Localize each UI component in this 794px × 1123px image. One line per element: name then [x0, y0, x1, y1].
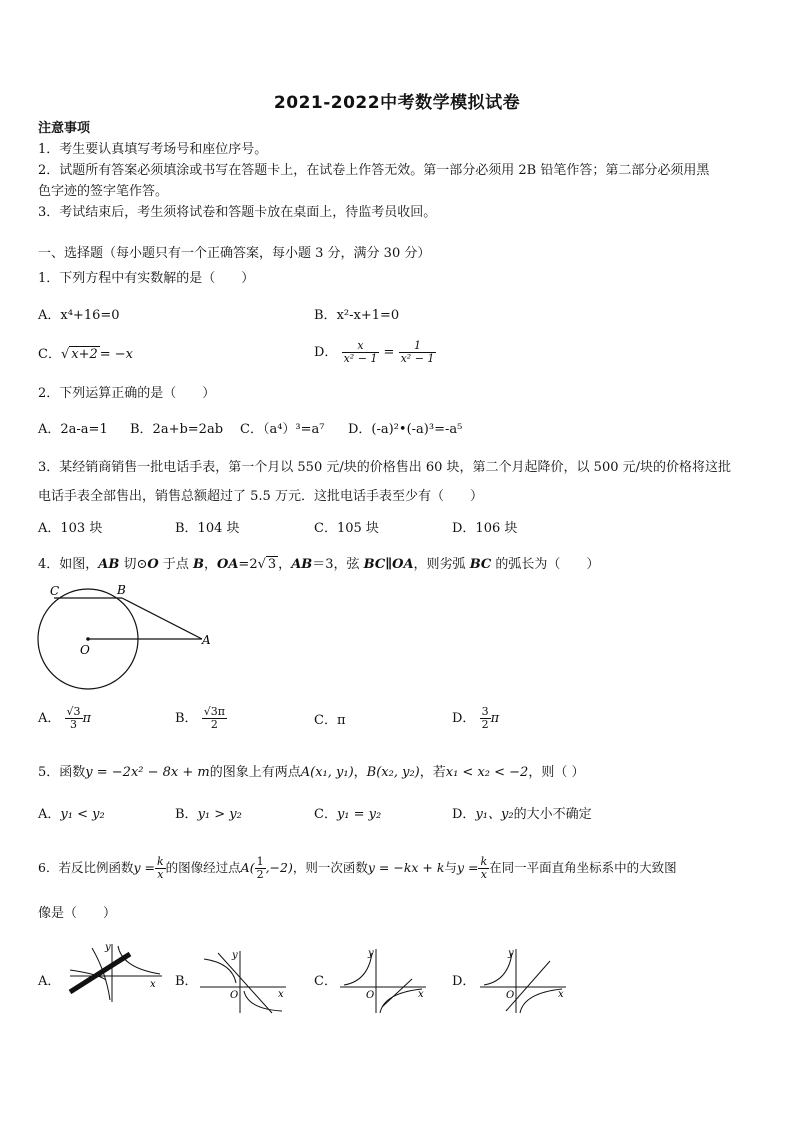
q5-c-label: C． — [314, 807, 337, 822]
q4-stem: 4．如图，AB 切⊙O 于点 B，OA=2√ 3 ，AB＝3，弦 BC∥OA，则劣弧 BC 的弧长为（ ） — [38, 557, 600, 572]
q4-stem-d: O — [147, 557, 159, 572]
q4-b-frac — [202, 706, 227, 731]
q4-stem-b: AB — [98, 557, 120, 572]
q6-graph-d — [476, 945, 571, 1015]
q5-condition: x₁ < x₂ < −2 — [445, 765, 529, 780]
q6-d-y-label: y — [508, 948, 514, 959]
q6-k-2: k — [480, 855, 488, 868]
q6-c-y-label: y — [368, 948, 374, 959]
q6-option-d-label: D． — [452, 974, 476, 989]
q5-stem-c: ， — [353, 765, 367, 780]
q4-b-num: √3π — [203, 705, 225, 718]
q2-option-c: C．（a⁴）³=a⁷ — [240, 422, 325, 437]
q1-stem: 1．下列方程中有实数解的是（ ） — [38, 271, 255, 286]
q2-option-d: D．(-a)²•(-a)³=-a⁵ — [348, 422, 463, 437]
q6-graph-a — [62, 940, 167, 1005]
q1-c-radicand: x+2 — [71, 347, 98, 362]
q1-option-d — [314, 340, 436, 365]
q6-a-x-label: x — [150, 979, 156, 990]
q4-stem-a: 4．如图， — [38, 557, 99, 572]
q4-d-label: D． — [452, 711, 476, 726]
q6-stem-c: ，则一次函数 — [292, 860, 368, 875]
q5-a-label: A． — [38, 807, 61, 822]
q2-option-a: A．2a-a=1 — [38, 422, 108, 437]
q6-b-x-label: x — [278, 989, 284, 1000]
q1-b-label: B． — [314, 308, 337, 323]
notice-item-1: 1．考生要认真填写考场号和座位序号。 — [38, 142, 268, 157]
q6-a-heavy-line — [70, 954, 130, 992]
q5-c-math: y₁ = y₂ — [336, 807, 382, 822]
q4-stem-q: 的弧长为（ ） — [491, 557, 600, 572]
q6-k-over-x-2 — [478, 856, 489, 881]
q5-stem — [38, 764, 584, 782]
q1-d-den1: x² − 1 — [343, 352, 378, 365]
q6-y-eq: y = — [133, 860, 155, 875]
q6-a-y-label: y — [105, 942, 111, 953]
q6-graph-b — [196, 945, 291, 1015]
q6-d-o-label: O — [506, 990, 515, 1001]
label-a: A — [202, 633, 211, 647]
q1-option-a — [38, 307, 120, 325]
q5-d-label: D． — [452, 807, 476, 822]
q1-option-b — [314, 307, 399, 325]
q1-d-num2: 1 — [399, 340, 437, 353]
q6-d-x-label: x — [558, 989, 564, 1000]
q6-y-eq-2: y = — [456, 860, 479, 875]
q5-b-math: y₁ > y₂ — [197, 807, 242, 822]
q6-b-y-label: y — [232, 950, 238, 961]
q6-point-a-rest: ,−2) — [265, 860, 293, 875]
q4-option-c: C．π — [314, 713, 346, 728]
notice-item-2: 2．试题所有答案必须填涂或书写在答题卡上，在试卷上作答无效。第一部分必须用 2B 铅笔作答；第二部分必须用黑 — [38, 163, 710, 178]
q3-option-b: B．104 块 — [175, 521, 240, 536]
q4-stem-j: 3 — [267, 557, 277, 572]
q4-d-frac — [480, 706, 491, 731]
q3-option-c: C．105 块 — [314, 521, 379, 536]
q4-stem-p: BC — [469, 557, 492, 572]
q4-stem-n: BC∥OA — [363, 557, 414, 572]
page-title: 2021-2022中考数学模拟试卷 — [273, 93, 521, 113]
notice-item-2-cont: 色字迹的签字笔作答。 — [38, 184, 169, 199]
q6-half-den: 2 — [256, 868, 264, 881]
q1-d-label: D． — [314, 345, 338, 360]
q4-a-den: 3 — [70, 718, 78, 731]
q1-b-text: x²-x+1=0 — [336, 308, 400, 323]
q4-d-num: 3 — [481, 705, 489, 718]
q6-c-x-label: x — [418, 989, 424, 1000]
q4-stem-l: AB — [291, 557, 313, 572]
q4-stem-g: ， — [203, 557, 217, 572]
q5-stem-a: 5．函数 — [38, 765, 86, 780]
q4-d-pi: π — [490, 711, 500, 726]
q6-half-num: 1 — [256, 855, 264, 868]
q6-k: k — [156, 855, 164, 868]
q6-point-a: A( — [240, 860, 255, 875]
q6-half — [255, 856, 266, 881]
q5-option-c — [314, 806, 381, 824]
q3-line2: 电话手表全部售出，销售总额超过了 5.5 万元．这批电话手表至少有（ ） — [38, 489, 483, 504]
q5-function: y = −2x² − 8x + m — [85, 765, 210, 780]
q6-stem-line2: 像是（ ） — [38, 906, 117, 921]
q6-option-a-label: A． — [38, 974, 61, 989]
q2-stem: 2．下列运算正确的是（ ） — [38, 386, 216, 401]
q6-stem-b: 的图像经过点 — [165, 860, 241, 875]
q1-c-rest: = −x — [99, 347, 133, 362]
q4-a-label: A． — [38, 711, 61, 726]
q5-b-label: B． — [175, 807, 198, 822]
q4-stem-o: ，则劣弧 — [413, 557, 470, 572]
q6-stem-line1 — [38, 856, 677, 881]
q3-line1: 3．某经销商销售一批电话手表，第一个月以 550 元/块的价格售出 60 块，第二个月起降价，以 500 元/块的价格将这批 — [38, 460, 731, 475]
q5-option-a — [38, 806, 105, 824]
q4-stem-m: ＝3，弦 — [312, 557, 364, 572]
q1-a-label: A． — [38, 308, 61, 323]
q6-c-o-label: O — [366, 990, 375, 1001]
q4-option-a — [38, 706, 91, 731]
label-c: C — [50, 584, 60, 598]
notice-item-3: 3．考试结束后，考生须将试卷和答题卡放在桌面上，待监考员收回。 — [38, 205, 437, 220]
q4-stem-i: =2 — [238, 557, 258, 572]
q4-a-pi: π — [82, 711, 92, 726]
q5-stem-b: 的图象上有两点 — [209, 765, 301, 780]
center-dot — [86, 637, 90, 641]
q5-option-d — [452, 806, 592, 824]
notice-heading: 注意事项 — [38, 121, 91, 136]
q6-k-over-x — [155, 856, 166, 881]
q2-option-b: B．2a+b=2ab — [130, 422, 224, 437]
q6-x-2: x — [480, 868, 487, 881]
q4-stem-f: B — [192, 557, 204, 572]
q4-b-den: 2 — [210, 718, 218, 731]
q4-stem-h: OA — [217, 557, 239, 572]
q1-a-text: x⁴+16=0 — [60, 308, 120, 323]
q6-b-o-label: O — [230, 990, 239, 1001]
q6-graph-c — [336, 945, 431, 1015]
q1-d-num1: x — [342, 340, 380, 353]
q5-point-a: A(x₁, y₁) — [300, 765, 354, 780]
q6-linear: y = −kx + k — [367, 860, 445, 875]
q6-stem-d: 与 — [444, 860, 457, 875]
q1-d-frac-right — [399, 340, 437, 365]
q1-d-frac-left — [342, 340, 380, 365]
q6-stem-e: 在同一平面直角坐标系中的大致图 — [489, 860, 677, 875]
q4-stem-e: 于点 — [158, 557, 193, 572]
q6-x: x — [157, 868, 164, 881]
q5-point-b: B(x₂, y₂) — [366, 765, 420, 780]
q4-stem-c: 切⊙ — [119, 557, 148, 572]
label-b: B — [117, 583, 126, 597]
q5-option-b — [175, 806, 242, 824]
q4-a-num: √3 — [66, 705, 81, 718]
q4-option-b — [175, 706, 227, 731]
q5-d-rest: 的大小不确定 — [513, 807, 592, 822]
q6-option-b-label: B． — [175, 974, 198, 989]
q6-stem-a: 6．若反比例函数 — [38, 860, 134, 875]
q4-figure — [30, 582, 230, 697]
q6-option-c-label: C． — [314, 974, 337, 989]
q5-d-math: y₁、y₂ — [475, 807, 514, 822]
q5-stem-e: ，则（ ） — [528, 765, 585, 780]
q4-d-den: 2 — [481, 718, 489, 731]
q1-c-label: C． — [38, 347, 61, 362]
q3-option-a: A．103 块 — [38, 521, 103, 536]
q4-b-label: B． — [175, 711, 198, 726]
label-o: O — [80, 643, 90, 657]
q5-stem-d: ，若 — [419, 765, 446, 780]
q1-d-eq: = — [383, 345, 395, 360]
q5-a-math: y₁ < y₂ — [60, 807, 105, 822]
q1-d-den2: x² − 1 — [400, 352, 435, 365]
section-heading: 一、选择题（每小题只有一个正确答案，每小题 3 分，满分 30 分） — [38, 246, 431, 261]
q1-option-c: C．√ x+2 = −x — [38, 347, 133, 362]
q4-option-d — [452, 706, 499, 731]
q4-a-frac — [65, 706, 83, 731]
q4-stem-k: ， — [278, 557, 292, 572]
q3-option-d: D．106 块 — [452, 521, 518, 536]
